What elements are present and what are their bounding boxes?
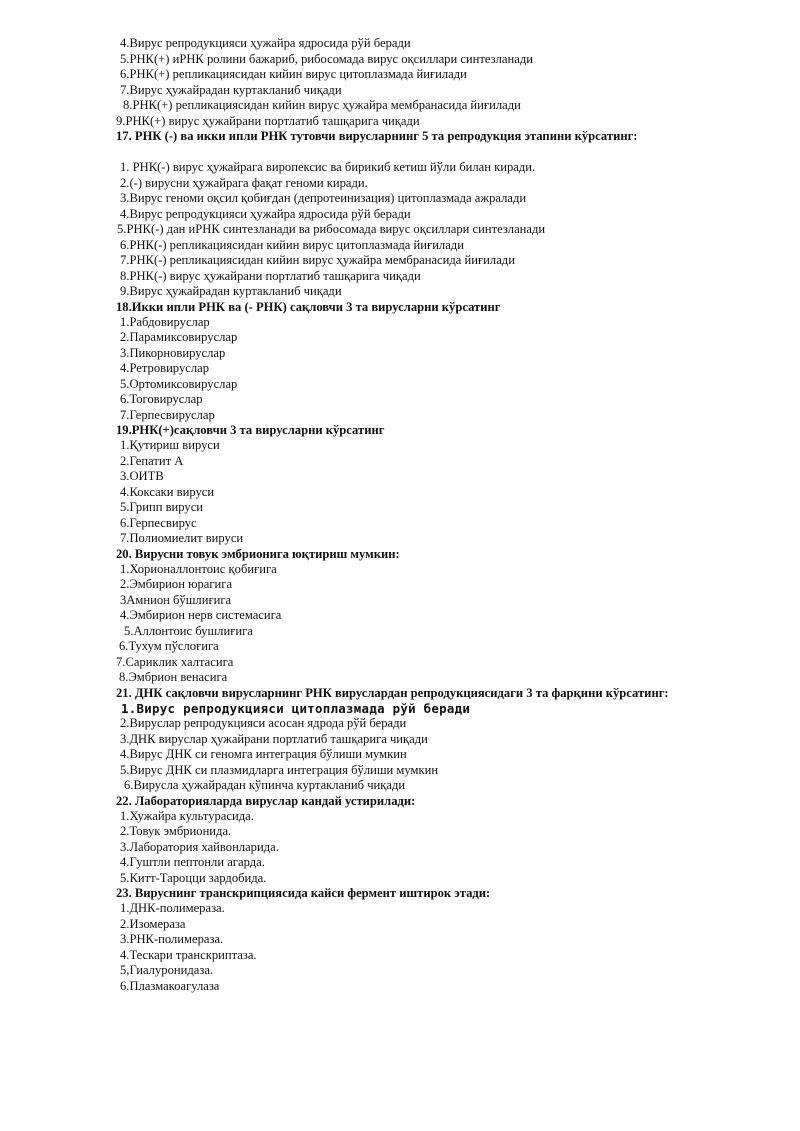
answer-option: 2.Парамиксовируслар	[120, 330, 238, 344]
question-heading: 18.Икки ипли РНК ва (- РНК) сақловчи 3 та вирусларни кўрсатинг	[116, 299, 501, 314]
answer-option: 9.Вирус ҳужайрадан куртакланиб чиқади	[120, 284, 342, 298]
answer-option: 8.РНК(+) репликациясидан кийин вирус ҳужайра мембранасида йиғилади	[123, 98, 521, 112]
answer-option: 6.Тоговируслар	[120, 392, 203, 406]
answer-option: 2.(-) вирусни ҳужайрага фақат геноми киради.	[120, 175, 368, 190]
answer-option: 2.Эмбирион юрагига	[120, 577, 233, 591]
answer-option: 2.Гепатит А	[120, 453, 184, 468]
answer-option: 6.РНК(-) репликациясидан кийин вирус цитоплазмада йиғилади	[120, 237, 464, 252]
answer-option: 4.Тескари транскриптаза.	[120, 947, 257, 962]
answer-option: 3.ДНК вируслар ҳужайрани портлатиб ташқарига чиқади	[120, 731, 428, 746]
answer-option: 4.Ретровируслар	[120, 361, 209, 375]
answer-option: 6.Герпесвирус	[120, 515, 197, 530]
answer-option: 7.РНК(-) репликациясидан кийин вирус ҳужайра мембранасида йиғилади	[120, 253, 515, 267]
question-heading: 21. ДНК сақловчи вирусларнинг РНК вируслардан репродукциясидаги 3 та фарқини кўрсатинг:	[116, 685, 669, 700]
question-heading: 19.РНК(+)сақловчи 3 та вирусларни кўрсатинг	[116, 423, 385, 437]
answer-option: 7.Полиомиелит вируси	[120, 531, 244, 545]
question-heading: 23. Вируснинг транскрипциясида кайси фермент иштирок этади:	[116, 886, 491, 900]
question-heading: 20. Вирусни товук эмбрионига юқтириш мумкин:	[116, 546, 400, 561]
answer-option: 2.Изомераза	[120, 916, 186, 931]
answer-option: 8.РНК(-) вирус ҳужайрани портлатиб ташқарига чиқади	[120, 268, 421, 283]
answer-option: 3.ОИТВ	[120, 469, 164, 483]
answer-option: 6.РНК(+) репликациясидан кийин вирус цитоплазмада йиғилади	[120, 67, 467, 81]
answer-option: 3.Пикорновируслар	[120, 345, 226, 360]
answer-option: 1.Хорионаллонтоис қобиғига	[120, 561, 277, 576]
answer-option: 4.Вирус репродукцияси ҳужайра ядросида рўй беради	[120, 206, 411, 221]
document-page	[0, 36, 800, 994]
answer-option: 6.Вирусла ҳужайрадан кўпинча куртакланиб чиқади	[124, 778, 406, 792]
question-heading: 22. Лабораторияларда вируслар кандай устирилади:	[116, 793, 416, 808]
answer-option: 3.РНК-полимераза.	[120, 932, 224, 946]
answer-option: 5.Аллонтоис бушлиғига	[124, 623, 253, 638]
answer-option: 1.ДНК-полимераза.	[120, 901, 225, 915]
answer-option: 7.Вирус ҳужайрадан куртакланиб чиқади	[120, 82, 342, 97]
answer-option: 8.Эмбрион венасига	[119, 670, 228, 684]
answer-option: 1.Вирус репродукцияси цитоплазмада рўй беради	[121, 700, 471, 716]
blank-line	[0, 144, 800, 160]
answer-option: 4.Гуштли пептонли агарда.	[120, 855, 265, 869]
answer-option: 3.Лаборатория хайвонларида.	[120, 839, 279, 854]
answer-option: 4.Коксаки вируси	[120, 484, 215, 499]
answer-option: 5.Вирус ДНК си плазмидларга интеграция бўлиши мумкин	[120, 762, 439, 777]
answer-option: 1.Хужайра культурасида.	[120, 808, 254, 823]
answer-option: 5.Ортомиксовируслар	[120, 376, 238, 391]
answer-option: 2.Товук эмбрионида.	[120, 824, 232, 838]
answer-option: 3.Вирус геноми оқсил қобиғдан (депротеинизация) цитоплазмада ажралади	[120, 191, 527, 205]
answer-option: 4.Эмбирион нерв системасига	[120, 608, 282, 622]
answer-option: 5.РНК(+) иРНК ролини бажариб, рибосомада вирус оқсиллари синтезланади	[120, 51, 533, 66]
answer-option: 5,Гиалуронидаза.	[120, 963, 214, 977]
answer-option: 6.Плазмакоагулаза	[120, 978, 220, 993]
answer-option: 9.РНК(+) вирус ҳужайрани портлатиб ташқарига чиқади	[116, 113, 420, 128]
answer-option: 1.Қутириш вируси	[120, 438, 220, 452]
answer-option: 7.Сариклик халтасига	[116, 654, 234, 669]
answer-option: 5.Китт-Тароцци зардобида.	[120, 870, 267, 885]
answer-option: 2.Вируслар репродукцияси асосан ядрода рўй беради	[120, 716, 407, 730]
answer-option: 4.Вирус ДНК си геномга интеграция бўлиши мумкин	[120, 747, 407, 761]
answer-option: 7.Герпесвируслар	[120, 407, 215, 422]
answer-option: 5.РНК(-) дан иРНК синтезланади ва рибосомада вирус оқсиллари синтезланади	[117, 222, 546, 236]
answer-option: 4.Вирус репродукцияси ҳужайра ядросида рўй беради	[120, 36, 411, 50]
answer-option: 5.Грипп вируси	[120, 500, 204, 514]
answer-option: 1. РНК(-) вирус ҳужайрага виропексис ва бирикиб кетиш йўли билан киради.	[120, 160, 536, 174]
question-heading: 17. РНК (-) ва икки ипли РНК тутовчи вирусларнинг 5 та репродукция этапини кўрсатинг:	[116, 129, 638, 143]
answer-option: 6.Тухум пўслоғига	[119, 639, 219, 653]
answer-option: 1.Рабдовируслар	[120, 314, 210, 329]
answer-option: 3Амнион бўшлиғига	[120, 592, 232, 607]
